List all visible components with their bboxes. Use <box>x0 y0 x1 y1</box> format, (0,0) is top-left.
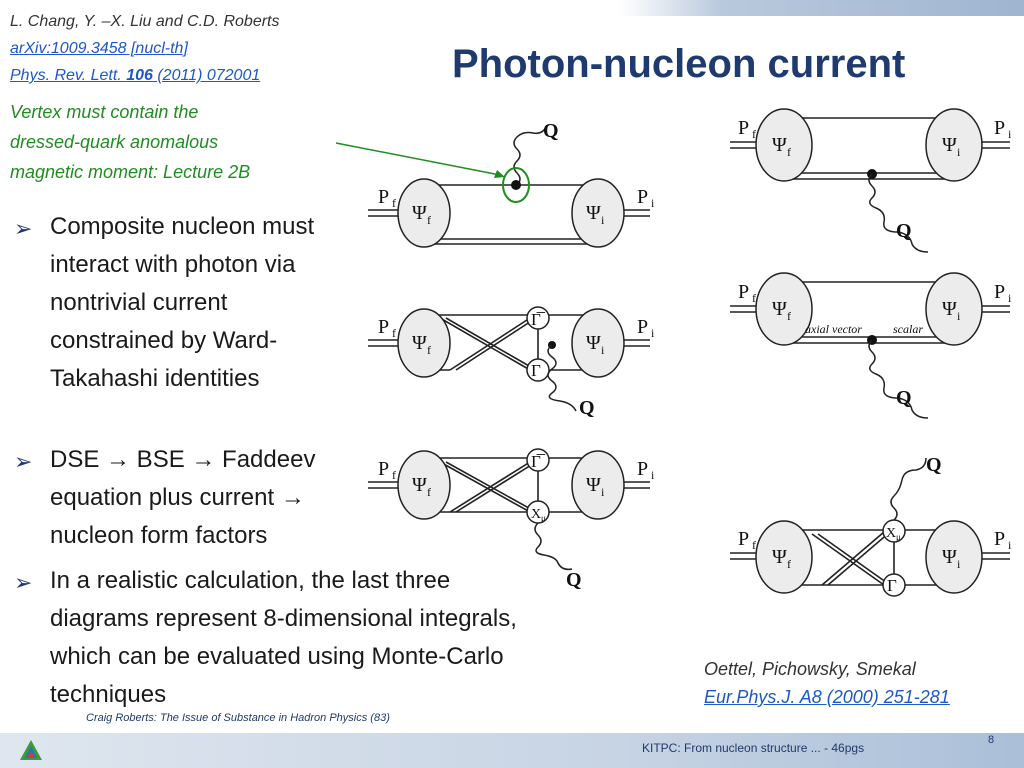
svg-text:f: f <box>392 326 396 340</box>
svg-text:P: P <box>738 281 750 303</box>
svg-text:Ψ: Ψ <box>772 546 787 568</box>
svg-text:X: X <box>886 526 897 541</box>
svg-text:P: P <box>378 316 390 338</box>
svg-text:f: f <box>787 557 791 571</box>
bullet-text: In a realistic calculation, the last three diagrams represent 8-dimensional integrals, which can be evaluated using Monte-Carlo techniques <box>50 567 517 708</box>
svg-text:Ψ: Ψ <box>772 134 787 156</box>
svg-text:P: P <box>738 528 750 550</box>
journal-link[interactable]: Phys. Rev. Lett. 106 (2011) 072001 <box>10 67 261 84</box>
svg-text:P: P <box>994 117 1006 139</box>
svg-text:i: i <box>1008 127 1012 141</box>
svg-text:μ: μ <box>896 532 901 542</box>
svg-text:P: P <box>738 117 750 139</box>
ref-authors: L. Chang, Y. –X. Liu and C.D. Roberts <box>10 13 280 30</box>
label-p-i: P <box>637 186 649 208</box>
page-title: Photon-nucleon current <box>452 42 906 86</box>
svg-text:P: P <box>637 458 649 480</box>
diagram-exchange-gamma <box>368 307 655 419</box>
svg-text:P: P <box>994 528 1006 550</box>
svg-text:f: f <box>787 145 791 159</box>
svg-text:f: f <box>752 291 756 305</box>
footer-event: KITPC: From nucleon structure ... - 46pgs <box>642 741 865 755</box>
svg-text:f: f <box>392 468 396 482</box>
svg-text:Ψ: Ψ <box>412 332 427 354</box>
svg-text:i: i <box>601 213 605 227</box>
svg-text:i: i <box>1008 538 1012 552</box>
vertex-note-line: dressed-quark anomalous <box>10 132 219 152</box>
svg-text:P: P <box>994 281 1006 303</box>
svg-text:P: P <box>637 316 649 338</box>
svg-text:Q: Q <box>566 569 582 591</box>
label-scalar: scalar <box>893 322 923 336</box>
svg-text:X: X <box>531 507 542 522</box>
right-ref-link[interactable]: Eur.Phys.J. A8 (2000) 251-281 <box>704 687 950 707</box>
svg-text:Γ̅: Γ̅ <box>531 310 541 329</box>
svg-text:f: f <box>392 196 396 210</box>
svg-text:Ψ: Ψ <box>586 332 601 354</box>
svg-text:i: i <box>957 557 961 571</box>
svg-text:i: i <box>651 326 655 340</box>
bullet-arrow-icon: ➢ <box>14 570 33 595</box>
diagram-right-diquark <box>730 273 1012 418</box>
label-psi-f: Ψ <box>412 202 427 224</box>
svg-text:Q: Q <box>896 387 912 409</box>
bullet-text: Composite nucleon must interact with photon via nontrivial current constrained by Ward-Takahashi identities <box>50 213 315 392</box>
argonne-logo-icon <box>18 738 44 762</box>
svg-text:f: f <box>427 343 431 357</box>
page-number: 8 <box>988 734 995 746</box>
svg-text:i: i <box>1008 291 1012 305</box>
footer-band <box>0 733 1024 768</box>
svg-text:Ψ: Ψ <box>772 298 787 320</box>
svg-text:Ψ: Ψ <box>942 546 957 568</box>
bullet-text: DSE → BSE → Faddeev equation plus current → nucleon form factors <box>50 446 316 549</box>
diagram-photon-quark <box>336 120 655 247</box>
svg-text:f: f <box>787 309 791 323</box>
svg-text:P: P <box>378 458 390 480</box>
svg-text:Γ: Γ <box>887 576 897 595</box>
label-q: Q <box>543 120 559 142</box>
svg-text:Ψ: Ψ <box>942 298 957 320</box>
vertex-note-line: Vertex must contain the <box>10 102 199 122</box>
svg-text:f: f <box>752 127 756 141</box>
svg-text:Ψ: Ψ <box>586 474 601 496</box>
svg-text:f: f <box>427 213 431 227</box>
arxiv-link[interactable]: arXiv:1009.3458 [nucl-th] <box>10 40 188 57</box>
svg-text:Q: Q <box>579 397 595 419</box>
svg-text:i: i <box>957 145 961 159</box>
label-psi-i: Ψ <box>586 202 601 224</box>
diagram-seagull <box>368 449 655 591</box>
svg-text:Γ̅: Γ̅ <box>531 452 541 471</box>
svg-text:Γ: Γ <box>531 361 541 380</box>
right-ref-authors: Oettel, Pichowsky, Smekal <box>704 659 916 679</box>
svg-text:Ψ: Ψ <box>942 134 957 156</box>
svg-text:Q: Q <box>896 220 912 242</box>
svg-text:i: i <box>957 309 961 323</box>
svg-text:i: i <box>601 343 605 357</box>
bullet-arrow-icon: ➢ <box>14 449 33 474</box>
svg-text:i: i <box>651 196 655 210</box>
svg-text:Q: Q <box>926 454 942 476</box>
svg-text:μ: μ <box>541 513 546 523</box>
bullet-arrow-icon: ➢ <box>14 216 33 241</box>
vertex-note-line: magnetic moment: Lecture 2B <box>10 162 251 182</box>
label-p-f: P <box>378 186 390 208</box>
svg-text:f: f <box>427 485 431 499</box>
svg-text:f: f <box>752 538 756 552</box>
svg-text:i: i <box>651 468 655 482</box>
svg-text:i: i <box>601 485 605 499</box>
diagram-right-seagull <box>730 454 1012 596</box>
footer-credit: Craig Roberts: The Issue of Substance in Hadron Physics (83) <box>86 712 390 724</box>
svg-text:Ψ: Ψ <box>412 474 427 496</box>
diagram-right-quark <box>730 109 1012 252</box>
label-axial-vector: axial vector <box>805 322 862 336</box>
